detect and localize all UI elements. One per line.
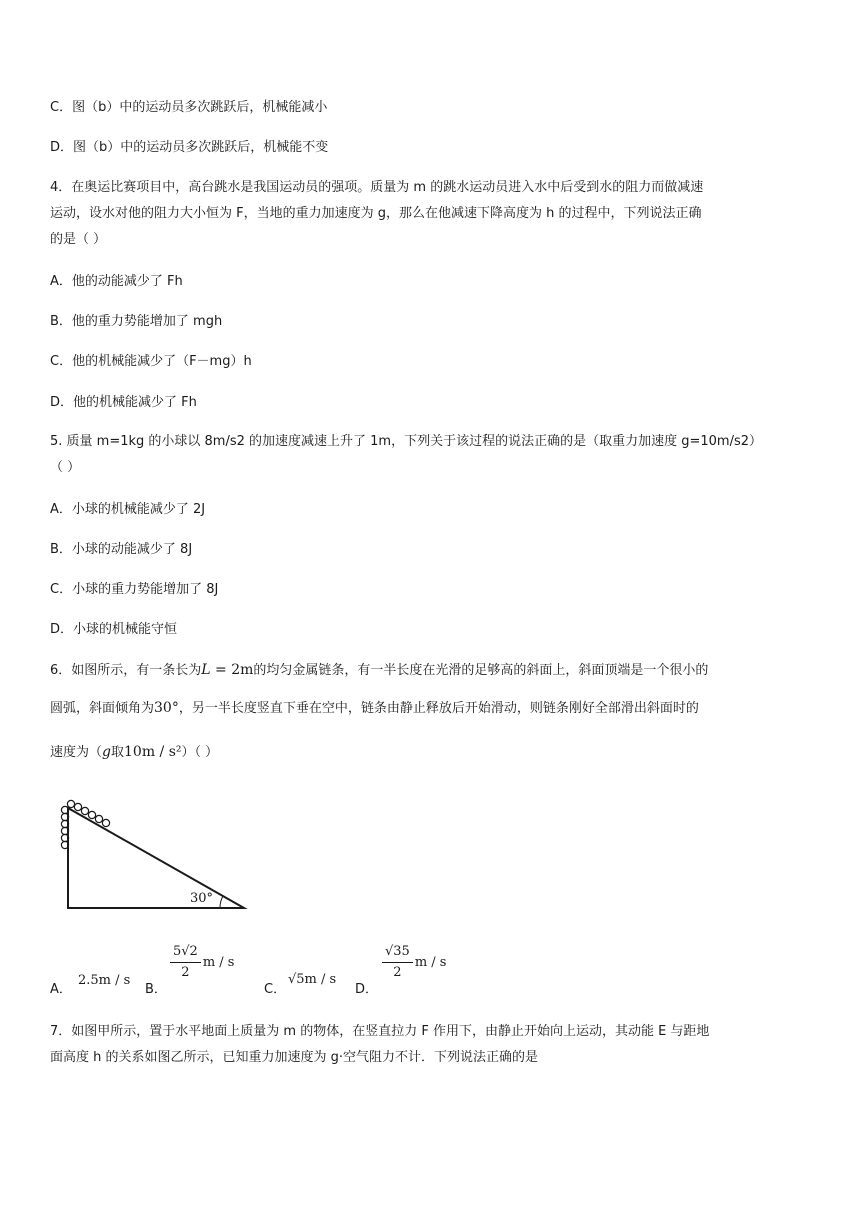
angle-arc xyxy=(220,896,223,908)
q5-stem-line1: 5. 质量 m=1kg 的小球以 8m/s2 的加速度减速上升了 1m，下列关于该过程的说法正确的是（取重力加速度 g=10m/s2） xyxy=(50,434,763,449)
q7-stem-line2: 面高度 h 的关系如图乙所示，已知重力加速度为 g·空气阻力不计．下列说法正确的是 xyxy=(50,1050,539,1065)
q3-option-d: D．图（b）中的运动员多次跳跃后，机械能不变 xyxy=(50,140,329,155)
math-var-l: L xyxy=(201,662,211,678)
q6-options xyxy=(50,942,810,1002)
q6-option-c-value: √5m / s xyxy=(288,972,337,987)
math-angle: 30° xyxy=(154,700,179,716)
q6-option-a-value: 2.5m / s xyxy=(78,973,131,988)
angle-label: 30° xyxy=(190,891,214,906)
frac-denominator: 2 xyxy=(393,965,402,980)
q7-stem-line1: 7．如图甲所示，置于水平地面上质量为 m 的物体，在竖直拉力 F 作用下，由静止开始向上运动，其动能 E 与距地 xyxy=(50,1024,710,1039)
q5-option-a: A．小球的机械能减少了 2J xyxy=(50,502,206,517)
q4-stem-line1: 4．在奥运比赛项目中，高台跳水是我国运动员的强项。质量为 m 的跳水运动员进入水中后受到水的阻力而做减速 xyxy=(50,180,704,195)
chain-links-on-incline xyxy=(67,800,109,826)
incline-triangle xyxy=(68,808,244,908)
q6-option-c: C． xyxy=(264,982,287,997)
q4-option-a: A．他的动能减少了 Fh xyxy=(50,274,183,289)
q5-option-c: C．小球的重力势能增加了 8J xyxy=(50,582,219,597)
q6-stem-line1: 6．如图所示，有一条长为L = 2m的均匀金属链条，有一半长度在光滑的足够高的斜面上，斜面顶端是一个很小的 xyxy=(50,662,709,678)
incline-chain-figure xyxy=(58,798,258,912)
q6-stem-line3: 速度为（g取10m / s²）（ ） xyxy=(50,744,219,760)
frac-numerator: 5√2 xyxy=(170,942,201,963)
q6-option-d: D． xyxy=(355,982,379,997)
q4-stem-line3: 的是（ ） xyxy=(50,232,107,247)
q6-option-b-value: $\frac{5√2}{2}$ m / s xyxy=(168,942,234,983)
q4-option-c: C．他的机械能减少了（F－mg）h xyxy=(50,354,252,369)
q5-stem-line2: （ ） xyxy=(50,460,81,475)
q4-option-d: D．他的机械能减少了 Fh xyxy=(50,395,197,410)
q5-option-b: B．小球的动能减少了 8J xyxy=(50,542,193,557)
q6-option-d-value: $\frac{√35}{2}$ m / s xyxy=(380,942,446,983)
q6-option-b: B． xyxy=(145,982,167,997)
q4-option-b: B．他的重力势能增加了 mgh xyxy=(50,314,223,329)
math-var-g: g xyxy=(102,744,111,760)
q5-option-d: D．小球的机械能守恒 xyxy=(50,622,178,637)
q6-option-a: A． xyxy=(50,982,72,997)
q4-stem-line2: 运动，设水对他的阻力大小恒为 F，当地的重力加速度为 g，那么在他减速下降高度为 h 的过程中，下列说法正确 xyxy=(50,206,702,221)
q3-option-c: C．图（b）中的运动员多次跳跃后，机械能减小 xyxy=(50,100,328,115)
frac-numerator: √35 xyxy=(382,942,413,963)
q6-stem-line2: 圆弧，斜面倾角为30°，另一半长度竖直下垂在空中，链条由静止释放后开始滑动，则链条刚好全部滑出斜面时的 xyxy=(50,700,699,716)
math-g-value: 10m / s² xyxy=(124,744,182,760)
frac-denominator: 2 xyxy=(181,965,190,980)
